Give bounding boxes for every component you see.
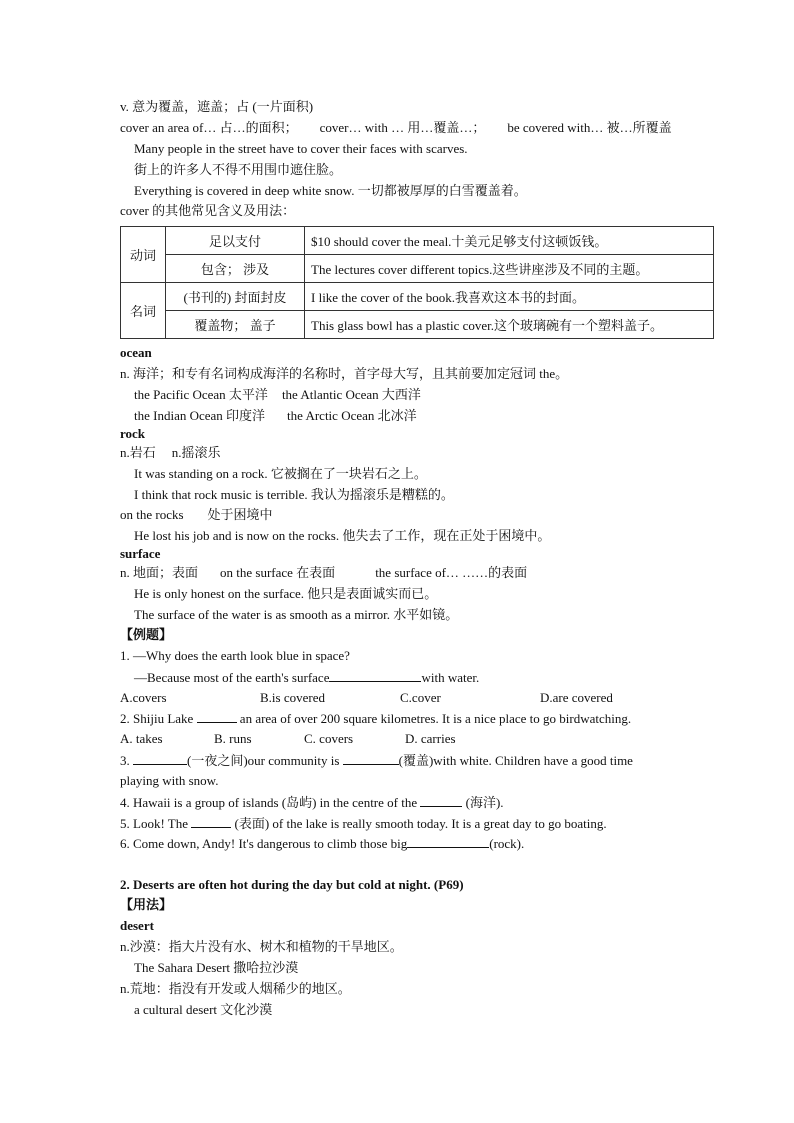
answer-blank[interactable] [420, 794, 462, 807]
table-row [121, 311, 714, 339]
cover-phrase: cover… with … 用…覆盖…； [319, 120, 486, 135]
question-text: (rock). [489, 836, 525, 851]
surface-meaning: n. 地面；表面 [120, 565, 199, 580]
meaning-cell: (书刊的) 封面封皮 [166, 283, 305, 311]
question-5 [120, 815, 607, 832]
question-text: with water. [421, 670, 480, 685]
table-row [121, 283, 714, 311]
cover-phrase: cover an area of… 占…的面积； [120, 120, 298, 135]
cover-other-heading: cover 的其他常见含义及用法： [120, 203, 296, 218]
pos-cell: 动词 [121, 227, 166, 283]
option[interactable]: B.is covered [260, 690, 325, 705]
answer-blank[interactable] [197, 710, 237, 723]
usage-heading: 【用法】 [120, 897, 173, 912]
desert-definition: n.沙漠：指大片没有水、树木和植物的干旱地区。 [120, 939, 403, 954]
option[interactable]: C. covers [304, 731, 354, 746]
rock-meaning: n.摇滚乐 [171, 445, 221, 460]
cover-usage-table [120, 226, 714, 339]
example-cell: This glass bowl has a plastic cover.这个玻璃碗有一个塑料盖子。 [305, 311, 714, 339]
desert-example: The Sahara Desert 撒哈拉沙漠 [134, 960, 299, 975]
option[interactable]: D. carries [405, 731, 456, 746]
question-text: —Because most of the earth's surface [134, 670, 330, 685]
answer-blank[interactable] [329, 669, 421, 682]
answer-blank[interactable] [407, 835, 489, 848]
question-3 [120, 752, 633, 769]
answer-blank[interactable] [191, 815, 231, 828]
cover-example-zh: 街上的许多人不得不用围巾遮住脸。 [134, 162, 343, 177]
surface-phrase: the surface of… ……的表面 [375, 565, 528, 580]
rock-word: rock [120, 426, 146, 441]
ocean-name: the Arctic Ocean 北冰洋 [287, 408, 417, 423]
question-1-answer-line [134, 669, 479, 686]
question-4 [120, 794, 504, 811]
ocean-name: the Indian Ocean 印度洋 [134, 408, 266, 423]
cover-definition: v. 意为覆盖，遮盖；占 (一片面积) [120, 99, 314, 114]
table-row [121, 227, 714, 255]
cover-phrase: be covered with… 被…所覆盖 [507, 120, 672, 135]
question-1: 1. —Why does the earth look blue in space? [120, 648, 350, 663]
question-text: (覆盖)with white. Children have a good time [398, 753, 633, 768]
meaning-cell: 覆盖物； 盖子 [166, 311, 305, 339]
ocean-names [134, 408, 417, 424]
desert-word: desert [120, 918, 154, 933]
question-text: 5. Look! The [120, 816, 188, 831]
rock-example: I think that rock music is terrible. 我认为摇滚乐是糟糕的。 [134, 487, 454, 502]
cover-example: Everything is covered in deep white snow. 一切都被厚厚的白雪覆盖着。 [134, 183, 527, 198]
question-6 [120, 835, 524, 852]
ocean-definition: n. 海洋；和专有名词构成海洋的名称时，首字母大写，且其前要加定冠词 the。 [120, 366, 569, 381]
ocean-names [134, 387, 421, 403]
question-text: an area of over 200 square kilometres. It is a nice place to go birdwatching. [239, 711, 632, 726]
option[interactable]: A. takes [120, 731, 163, 746]
surface-example: He is only honest on the surface. 他只是表面诚实而已。 [134, 586, 438, 601]
option[interactable]: C.cover [400, 690, 441, 705]
rock-phrase-en: on the rocks [120, 507, 184, 522]
exercise-heading: 【例题】 [120, 627, 173, 642]
surface-word: surface [120, 546, 161, 561]
meaning-cell: 足以支付 [166, 227, 305, 255]
question-text: 3. [120, 753, 130, 768]
pos-cell: 名词 [121, 283, 166, 339]
question-text: (海洋). [465, 795, 504, 810]
table-row [121, 255, 714, 283]
example-cell: $10 should cover the meal.十美元足够支付这顿饭钱。 [305, 227, 714, 255]
meaning-cell: 包含； 涉及 [166, 255, 305, 283]
question-text: 2. Shijiu Lake [120, 711, 194, 726]
ocean-word: ocean [120, 345, 152, 360]
rock-phrase-zh: 处于困境中 [207, 507, 273, 522]
desert-example: a cultural desert 文化沙漠 [134, 1002, 273, 1017]
option[interactable]: B. runs [214, 731, 252, 746]
question-2 [120, 710, 631, 727]
example-cell: The lectures cover different topics.这些讲座涉及不同的主题。 [305, 255, 714, 283]
question-text: (一夜之间)our community is [187, 753, 340, 768]
section-title: 2. Deserts are often hot during the day but cold at night. (P69) [120, 877, 464, 892]
ocean-name: the Pacific Ocean 太平洋 [134, 387, 268, 402]
rock-phrase [120, 507, 273, 523]
answer-blank[interactable] [133, 752, 187, 765]
question-text: (表面) of the lake is really smooth today. It is a great day to go boating. [234, 816, 607, 831]
rock-definition [120, 445, 221, 461]
option[interactable]: A.covers [120, 690, 167, 705]
rock-example: He lost his job and is now on the rocks. 他失去了工作，现在正处于困境中。 [134, 528, 551, 543]
rock-meaning: n.岩石 [120, 445, 156, 460]
surface-example: The surface of the water is as smooth as a mirror. 水平如镜。 [134, 607, 459, 622]
question-text: 6. Come down, Andy! It's dangerous to climb those big [120, 836, 408, 851]
ocean-name: the Atlantic Ocean 大西洋 [281, 387, 421, 402]
surface-definition [120, 565, 527, 581]
rock-example: It was standing on a rock. 它被搁在了一块岩石之上。 [134, 466, 427, 481]
surface-phrase: on the surface 在表面 [220, 565, 336, 580]
desert-definition: n.荒地：指没有开发或人烟稀少的地区。 [120, 981, 351, 996]
answer-blank[interactable] [343, 752, 399, 765]
cover-example-en: Many people in the street have to cover their faces with scarves. [134, 141, 468, 156]
example-cell: I like the cover of the book.我喜欢这本书的封面。 [305, 283, 714, 311]
question-3-cont: playing with snow. [120, 773, 219, 788]
option[interactable]: D.are covered [540, 690, 613, 705]
question-text: 4. Hawaii is a group of islands (岛屿) in the centre of the [120, 795, 418, 810]
cover-phrases [120, 120, 672, 136]
